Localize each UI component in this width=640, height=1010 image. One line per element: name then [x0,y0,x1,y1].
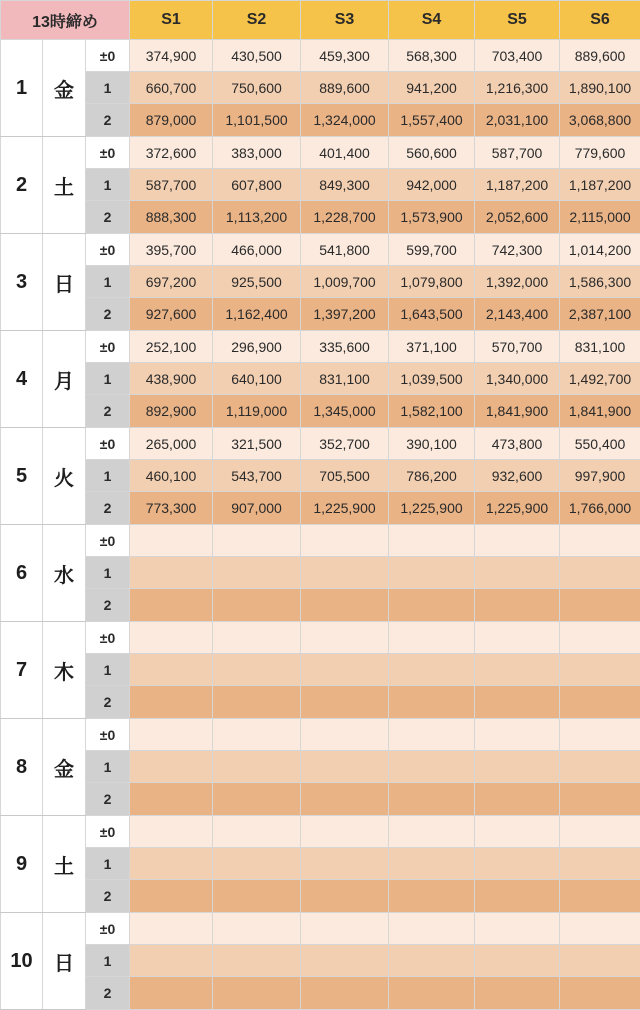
level-label: 2 [86,298,130,331]
price-cell [389,816,475,848]
table-row [1,654,640,686]
day-number: 10 [1,913,43,1010]
price-cell: 335,600 [301,331,389,363]
price-cell [560,816,640,848]
price-cell [130,719,213,751]
price-cell: 265,000 [130,428,213,460]
price-cell [130,816,213,848]
price-cell: 2,031,100 [475,104,560,137]
price-cell: 925,500 [213,266,301,298]
price-cell [475,880,560,913]
price-cell: 460,100 [130,460,213,492]
price-cell [560,557,640,589]
table-row [1,783,640,816]
price-cell [389,525,475,557]
price-cell [213,848,301,880]
price-cell: 773,300 [130,492,213,525]
column-header-s1: S1 [130,1,213,40]
price-cell [130,525,213,557]
level-label: 2 [86,880,130,913]
table-row [1,913,640,945]
price-cell [130,848,213,880]
price-cell [213,816,301,848]
day-number: 2 [1,137,43,234]
price-cell [301,589,389,622]
level-label: 1 [86,266,130,298]
price-cell [475,945,560,977]
price-cell [560,589,640,622]
price-cell [475,913,560,945]
level-label: 1 [86,363,130,395]
level-label: 2 [86,104,130,137]
price-cell: 1,079,800 [389,266,475,298]
price-cell [301,719,389,751]
price-cell [475,816,560,848]
price-cell: 1,101,500 [213,104,301,137]
table-row [1,816,640,848]
level-label: ±0 [86,331,130,363]
price-cell [130,880,213,913]
table-row [1,686,640,719]
price-cell: 599,700 [389,234,475,266]
price-cell [301,783,389,816]
level-label: 2 [86,201,130,234]
price-cell: 1,216,300 [475,72,560,104]
level-label: 1 [86,72,130,104]
price-cell [389,783,475,816]
price-cell: 1,225,900 [389,492,475,525]
price-cell [130,977,213,1010]
table-row [1,169,640,201]
level-label: 2 [86,492,130,525]
price-cell [389,654,475,686]
price-cell: 889,600 [560,40,640,72]
level-label: ±0 [86,40,130,72]
price-cell [213,557,301,589]
level-label: ±0 [86,234,130,266]
price-cell [301,557,389,589]
table-row [1,557,640,589]
price-cell: 374,900 [130,40,213,72]
price-cell: 383,000 [213,137,301,169]
price-cell: 372,600 [130,137,213,169]
price-cell [475,751,560,783]
price-cell: 1,113,200 [213,201,301,234]
day-number: 9 [1,816,43,913]
price-cell [560,977,640,1010]
price-cell: 1,162,400 [213,298,301,331]
price-cell: 907,000 [213,492,301,525]
price-cell [389,848,475,880]
price-cell: 703,400 [475,40,560,72]
price-cell [475,654,560,686]
price-cell: 660,700 [130,72,213,104]
table-row [1,589,640,622]
price-cell [213,945,301,977]
weekday-label: 水 [43,525,86,622]
price-cell [301,751,389,783]
table-row [1,622,640,654]
price-cell: 640,100 [213,363,301,395]
price-cell: 587,700 [475,137,560,169]
level-label: ±0 [86,816,130,848]
price-cell [130,913,213,945]
price-cell: 997,900 [560,460,640,492]
level-label: 1 [86,169,130,201]
level-label: ±0 [86,428,130,460]
price-cell: 1,225,900 [475,492,560,525]
price-cell [389,751,475,783]
table-row [1,880,640,913]
price-cell: 879,000 [130,104,213,137]
price-cell: 1,187,200 [475,169,560,201]
price-cell: 941,200 [389,72,475,104]
price-cell: 473,800 [475,428,560,460]
price-cell: 438,900 [130,363,213,395]
price-cell: 1,582,100 [389,395,475,428]
weekday-label: 日 [43,234,86,331]
price-cell [301,622,389,654]
price-cell: 1,890,100 [560,72,640,104]
table-row [1,331,640,363]
table-row [1,751,640,783]
price-cell [475,525,560,557]
price-cell: 1,392,000 [475,266,560,298]
price-cell [560,719,640,751]
price-cell [213,525,301,557]
weekday-label: 木 [43,622,86,719]
table-row [1,945,640,977]
price-cell [213,589,301,622]
weekday-label: 日 [43,913,86,1010]
price-cell [130,557,213,589]
price-cell [560,751,640,783]
price-cell: 568,300 [389,40,475,72]
price-cell [130,589,213,622]
price-cell [389,589,475,622]
price-cell [389,622,475,654]
level-label: 1 [86,654,130,686]
price-cell [213,686,301,719]
price-cell [213,751,301,783]
level-label: ±0 [86,622,130,654]
table-row [1,848,640,880]
price-cell [475,589,560,622]
level-label: 1 [86,751,130,783]
price-cell: 401,400 [301,137,389,169]
price-cell [389,686,475,719]
price-cell [301,686,389,719]
price-cell [213,977,301,1010]
price-cell [213,783,301,816]
price-cell [213,880,301,913]
price-cell [213,719,301,751]
level-label: 1 [86,557,130,589]
price-cell [301,880,389,913]
price-cell [130,654,213,686]
table-row [1,719,640,751]
level-label: 2 [86,977,130,1010]
price-cell: 742,300 [475,234,560,266]
price-cell [301,654,389,686]
level-label: 1 [86,848,130,880]
price-cell: 1,397,200 [301,298,389,331]
price-cell [130,751,213,783]
table-row [1,234,640,266]
price-cell [213,913,301,945]
price-cell: 390,100 [389,428,475,460]
table-body [1,40,640,1010]
price-cell: 889,600 [301,72,389,104]
price-cell: 543,700 [213,460,301,492]
price-cell: 779,600 [560,137,640,169]
table-row [1,137,640,169]
level-label: 2 [86,589,130,622]
price-cell [560,783,640,816]
table-row [1,72,640,104]
day-number: 3 [1,234,43,331]
price-cell: 888,300 [130,201,213,234]
level-label: 2 [86,783,130,816]
price-cell [560,945,640,977]
price-cell [130,945,213,977]
price-cell: 2,143,400 [475,298,560,331]
price-cell: 927,600 [130,298,213,331]
price-cell: 352,700 [301,428,389,460]
price-cell [560,654,640,686]
price-cell: 1,766,000 [560,492,640,525]
price-cell: 371,100 [389,331,475,363]
price-cell: 786,200 [389,460,475,492]
price-cell: 570,700 [475,331,560,363]
price-cell [301,525,389,557]
price-cell: 1,014,200 [560,234,640,266]
table-row [1,104,640,137]
price-cell [389,557,475,589]
price-cell: 697,200 [130,266,213,298]
table-row [1,525,640,557]
price-cell [475,622,560,654]
price-cell: 1,573,900 [389,201,475,234]
header-row [1,1,640,40]
price-cell: 3,068,800 [560,104,640,137]
table-row [1,977,640,1010]
table-row [1,40,640,72]
price-cell [560,880,640,913]
day-number: 8 [1,719,43,816]
price-cell: 831,100 [560,331,640,363]
price-cell [213,654,301,686]
price-cell [301,977,389,1010]
price-cell [389,880,475,913]
price-cell [301,913,389,945]
price-cell: 1,841,900 [475,395,560,428]
price-cell [475,557,560,589]
level-label: ±0 [86,913,130,945]
price-cell: 607,800 [213,169,301,201]
price-cell [560,525,640,557]
table-row [1,428,640,460]
price-cell: 1,586,300 [560,266,640,298]
table-row [1,266,640,298]
level-label: ±0 [86,137,130,169]
level-label: ±0 [86,719,130,751]
day-number: 1 [1,40,43,137]
price-cell [389,977,475,1010]
price-cell [475,686,560,719]
price-cell [560,913,640,945]
price-cell: 541,800 [301,234,389,266]
deadline-label: 13時締め [1,1,130,40]
level-label: ±0 [86,525,130,557]
table-row [1,298,640,331]
price-cell [130,783,213,816]
price-cell [389,913,475,945]
level-label: 1 [86,945,130,977]
price-cell: 849,300 [301,169,389,201]
weekday-label: 土 [43,137,86,234]
price-cell: 321,500 [213,428,301,460]
price-cell: 1,345,000 [301,395,389,428]
level-label: 2 [86,686,130,719]
price-cell: 587,700 [130,169,213,201]
price-cell [560,622,640,654]
price-cell: 831,100 [301,363,389,395]
price-cell [475,783,560,816]
table-row [1,201,640,234]
table-row [1,395,640,428]
price-cell: 1,119,000 [213,395,301,428]
price-cell: 892,900 [130,395,213,428]
price-cell [130,686,213,719]
level-label: 2 [86,395,130,428]
price-cell: 252,100 [130,331,213,363]
day-number: 7 [1,622,43,719]
price-cell [301,816,389,848]
price-cell: 942,000 [389,169,475,201]
weekday-label: 月 [43,331,86,428]
price-cell: 1,557,400 [389,104,475,137]
level-label: 1 [86,460,130,492]
price-cell: 1,492,700 [560,363,640,395]
price-cell [213,622,301,654]
price-cell: 2,115,000 [560,201,640,234]
price-cell [301,945,389,977]
price-cell [389,945,475,977]
price-cell: 1,039,500 [389,363,475,395]
day-number: 5 [1,428,43,525]
price-cell [301,848,389,880]
price-cell: 1,009,700 [301,266,389,298]
price-cell [475,848,560,880]
price-cell: 750,600 [213,72,301,104]
table-row [1,363,640,395]
price-cell: 1,340,000 [475,363,560,395]
price-cell: 1,225,900 [301,492,389,525]
weekday-label: 火 [43,428,86,525]
price-cell: 430,500 [213,40,301,72]
day-number: 4 [1,331,43,428]
column-header-s4: S4 [389,1,475,40]
column-header-s6: S6 [560,1,640,40]
weekday-label: 金 [43,719,86,816]
price-cell [475,719,560,751]
price-cell: 1,643,500 [389,298,475,331]
column-header-s5: S5 [475,1,560,40]
price-cell [560,686,640,719]
price-cell: 1,324,000 [301,104,389,137]
table-row [1,460,640,492]
column-header-s2: S2 [213,1,301,40]
price-cell: 550,400 [560,428,640,460]
price-cell: 932,600 [475,460,560,492]
price-cell: 296,900 [213,331,301,363]
price-cell: 705,500 [301,460,389,492]
price-cell [560,848,640,880]
price-cell: 1,228,700 [301,201,389,234]
price-cell: 466,000 [213,234,301,266]
price-cell [389,719,475,751]
price-cell: 560,600 [389,137,475,169]
price-cell: 459,300 [301,40,389,72]
price-cell: 395,700 [130,234,213,266]
price-cell: 2,387,100 [560,298,640,331]
price-cell: 1,841,900 [560,395,640,428]
weekday-label: 土 [43,816,86,913]
column-header-s3: S3 [301,1,389,40]
price-cell: 1,187,200 [560,169,640,201]
weekday-label: 金 [43,40,86,137]
price-cell [475,977,560,1010]
table-row [1,492,640,525]
price-cell: 2,052,600 [475,201,560,234]
price-cell [130,622,213,654]
day-number: 6 [1,525,43,622]
